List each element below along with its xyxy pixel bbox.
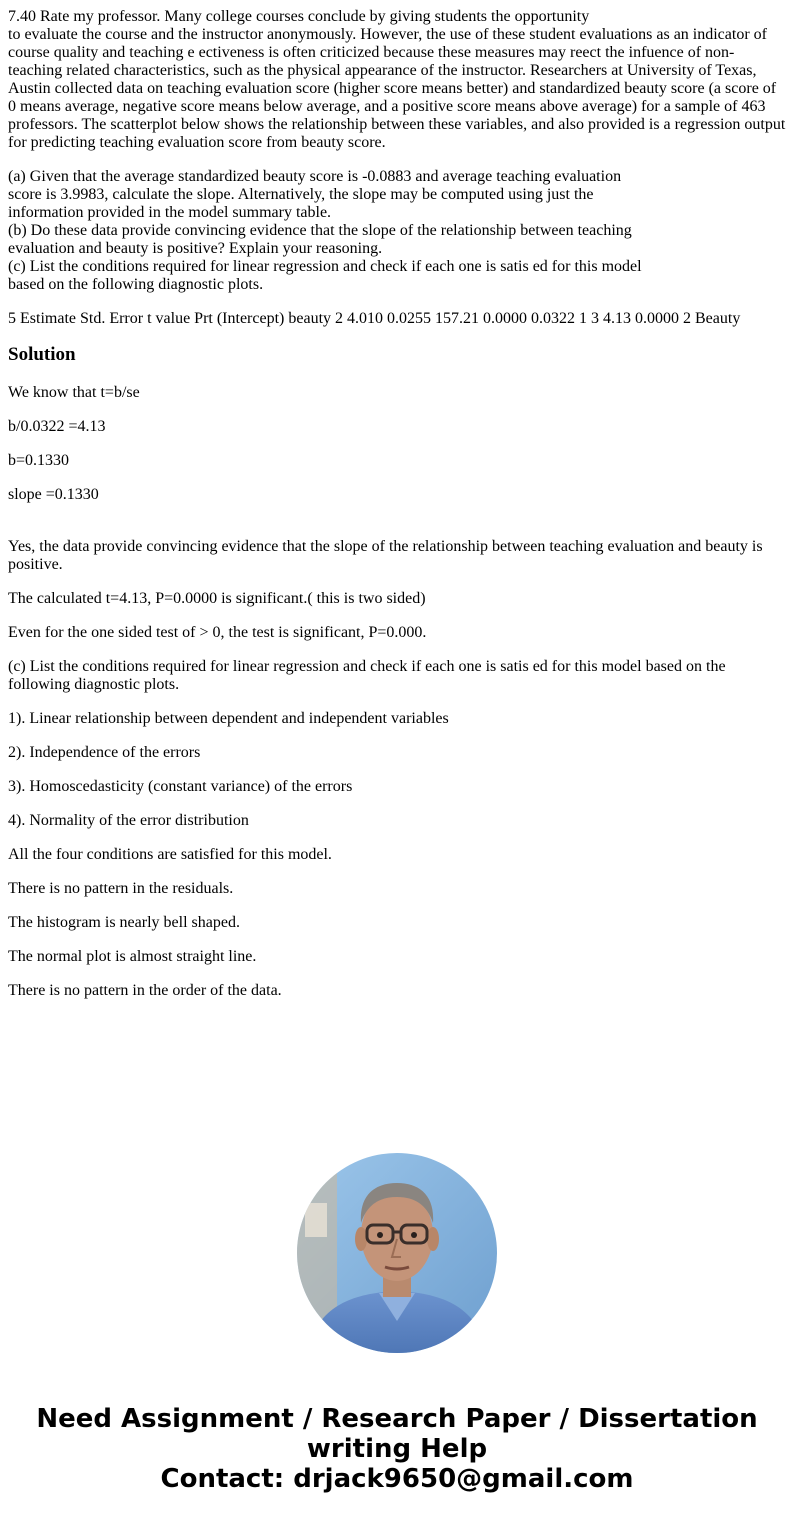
footer-line: Need Assignment / Research Paper / Dissertation bbox=[36, 1404, 758, 1434]
part-b-answer: Yes, the data provide convincing evidence that the slope of the relationship between teaching evaluation and beauty is positive. bbox=[8, 538, 763, 573]
solution-line: b=0.1330 bbox=[8, 452, 70, 469]
question-paragraph bbox=[8, 8, 788, 152]
part-b-line: The calculated t=4.13, P=0.0000 is significant.( this is two sided) bbox=[8, 590, 426, 607]
question-intro: 7.40 Rate my professor. Many college courses conclude by giving students the opportunity bbox=[8, 8, 590, 25]
question-part-line: (b) Do these data provide convincing evidence that the slope of the relationship between teaching bbox=[8, 222, 632, 239]
condition-item: 3). Homoscedasticity (constant variance) of the errors bbox=[8, 778, 353, 795]
condition-item: 2). Independence of the errors bbox=[8, 744, 201, 761]
solution-heading: Solution bbox=[8, 344, 76, 365]
footer-banner bbox=[0, 1404, 794, 1494]
question-parts bbox=[8, 168, 788, 294]
condition-item: 1). Linear relationship between dependent and independent variables bbox=[8, 710, 449, 727]
document-content bbox=[8, 8, 788, 1016]
footer-contact: Contact: drjack9650@gmail.com bbox=[160, 1464, 634, 1494]
question-part-line: based on the following diagnostic plots. bbox=[8, 276, 264, 293]
question-part-line: (c) List the conditions required for linear regression and check if each one is satis ed for this model bbox=[8, 258, 642, 275]
part-c-line: The histogram is nearly bell shaped. bbox=[8, 914, 240, 931]
question-part-line: information provided in the model summary table. bbox=[8, 204, 332, 221]
regression-table-text: 5 Estimate Std. Error t value Prt (Intercept) beauty 2 4.010 0.0255 157.21 0.0000 0.0322 1 3 4.13 0.0000 2 Beauty bbox=[8, 310, 741, 327]
person-portrait-icon bbox=[297, 1153, 497, 1353]
part-c-line: (c) List the conditions required for linear regression and check if each one is satis ed for this model based on the following diagnostic plots. bbox=[8, 658, 726, 693]
part-c-line: There is no pattern in the residuals. bbox=[8, 880, 234, 897]
question-body: to evaluate the course and the instructor anonymously. However, the use of these student evaluations as an indicator of course quality and teaching e ectiveness is often criticized because these measures may reect the infuence of non-teaching related characteristics, such as the physical appearance of the instructor. Researchers at University of Texas, Austin collected data on teaching evaluation score (higher score means better) and standardized beauty score (a score of 0 means average, negative score means below average, and a positive score means above average) for a sample of 463 professors. The scatterplot below shows the relationship between these variables, and also provided is a regression output for predicting teaching evaluation score from beauty score. bbox=[8, 26, 786, 151]
solution-line: We know that t=b/se bbox=[8, 384, 140, 401]
part-c-line: The normal plot is almost straight line. bbox=[8, 948, 257, 965]
question-part-line: (a) Given that the average standardized beauty score is -0.0883 and average teaching evaluation bbox=[8, 168, 622, 185]
footer-line: writing Help bbox=[306, 1434, 488, 1464]
solution-line: slope =0.1330 bbox=[8, 486, 99, 503]
part-c-line: There is no pattern in the order of the data. bbox=[8, 982, 282, 999]
question-part-line: score is 3.9983, calculate the slope. Alternatively, the slope may be computed using just the bbox=[8, 186, 594, 203]
avatar bbox=[297, 1153, 497, 1353]
question-part-line: evaluation and beauty is positive? Explain your reasoning. bbox=[8, 240, 383, 257]
solution-line: b/0.0322 =4.13 bbox=[8, 418, 106, 435]
part-b-line: Even for the one sided test of > 0, the test is significant, P=0.000. bbox=[8, 624, 427, 641]
condition-item: 4). Normality of the error distribution bbox=[8, 812, 249, 829]
part-c-line: All the four conditions are satisfied for this model. bbox=[8, 846, 332, 863]
